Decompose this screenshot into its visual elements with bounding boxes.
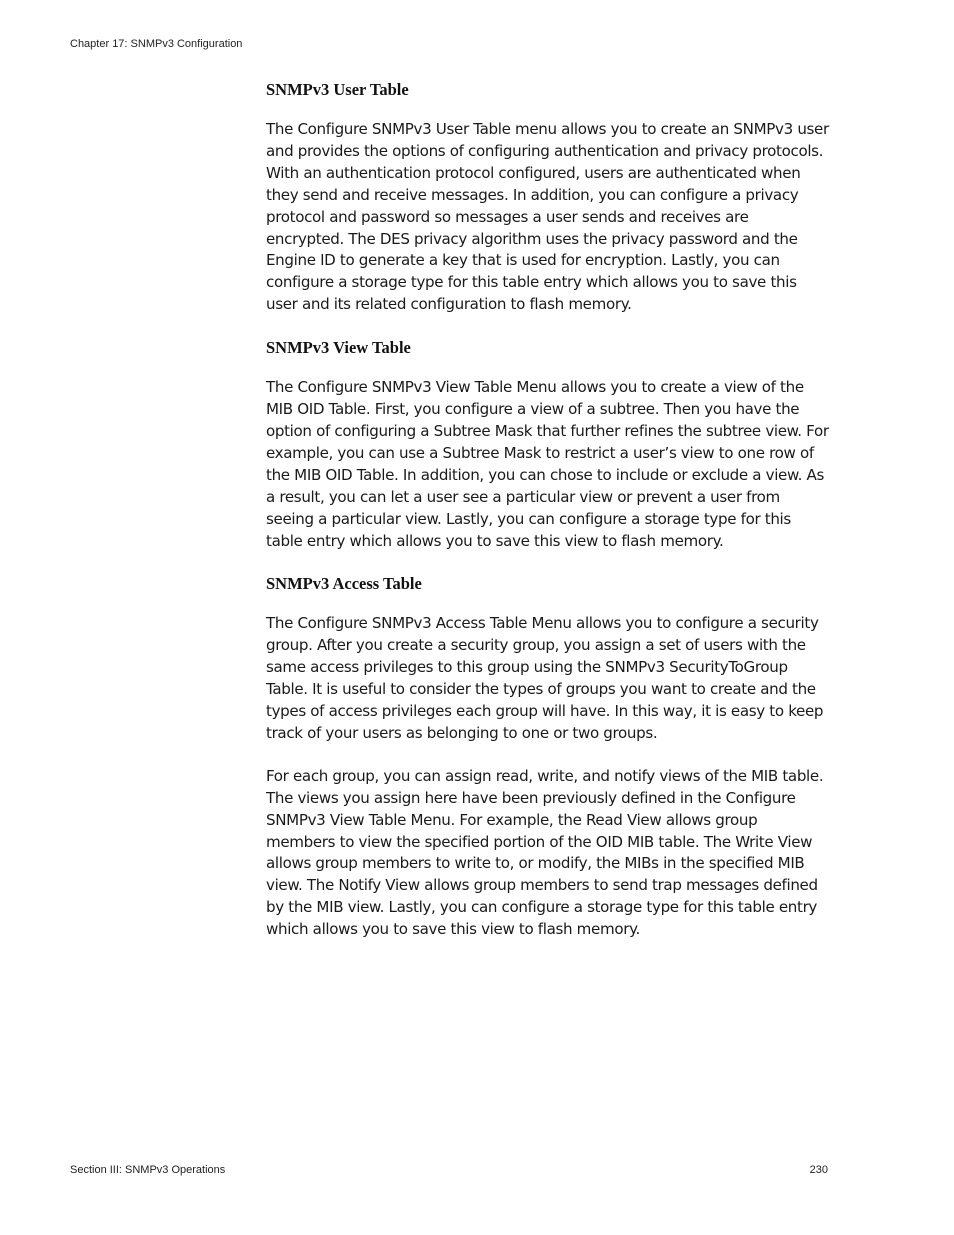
- section-user-table: [266, 79, 830, 316]
- paragraph: The Configure SNMPv3 User Table menu allows you to create an SNMPv3 user and provides the options of configuring authentication and privacy protocols. With an authentication protocol configured, users are authenticated when they send and receive messages. In addition, you can configure a privacy protocol and password so messages a user sends and receives are encrypted. The DES privacy algorithm uses the privacy password and the Engine ID to generate a key that is used for encryption. Lastly, you can configure a storage type for this table entry which allows you to save this user and its related configuration to flash memory.: [266, 120, 829, 314]
- section-heading: SNMPv3 View Table: [266, 338, 411, 358]
- page-body: [266, 79, 830, 962]
- footer-section-title: Section III: SNMPv3 Operations: [70, 1164, 226, 1176]
- running-header: Chapter 17: SNMPv3 Configuration: [70, 38, 243, 50]
- paragraph: For each group, you can assign read, write, and notify views of the MIB table. The views you assign here have been previously defined in the Configure SNMPv3 View Table Menu. For example, the Read View allows group members to view the specified portion of the OID MIB table. The Write View allows group members to write to, or modify, the MIBs in the specified MIB view. The Notify View allows group members to send trap messages defined by the MIB view. Lastly, you can configure a storage type for this table entry which allows you to save this view to flash memory.: [266, 766, 824, 939]
- running-footer: [70, 1164, 828, 1176]
- section-access-table: [266, 573, 830, 941]
- section-heading: SNMPv3 Access Table: [266, 574, 422, 594]
- page-number: 230: [809, 1164, 828, 1176]
- paragraph: The Configure SNMPv3 View Table Menu allows you to create a view of the MIB OID Table. First, you configure a view of a subtree. Then you have the option of configuring a Subtree Mask that further refines the subtree view. For example, you can use a Subtree Mask to restrict a user’s view to one row of the MIB OID Table. In addition, you can chose to include or exclude a view. As a result, you can let a user see a particular view or prevent a user from seeing a particular view. Lastly, you can configure a storage type for this table entry which allows you to save this view to flash memory.: [266, 378, 829, 550]
- section-view-table: [266, 337, 830, 552]
- paragraph: The Configure SNMPv3 Access Table Menu allows you to configure a security group. After you create a security group, you assign a set of users with the same access privileges to this group using the SNMPv3 SecurityToGroup Table. It is useful to consider the types of groups you want to create and the types of access privileges each group will have. In this way, it is easy to keep track of your users as belonging to one or two groups.: [266, 614, 824, 742]
- section-heading: SNMPv3 User Table: [266, 80, 409, 99]
